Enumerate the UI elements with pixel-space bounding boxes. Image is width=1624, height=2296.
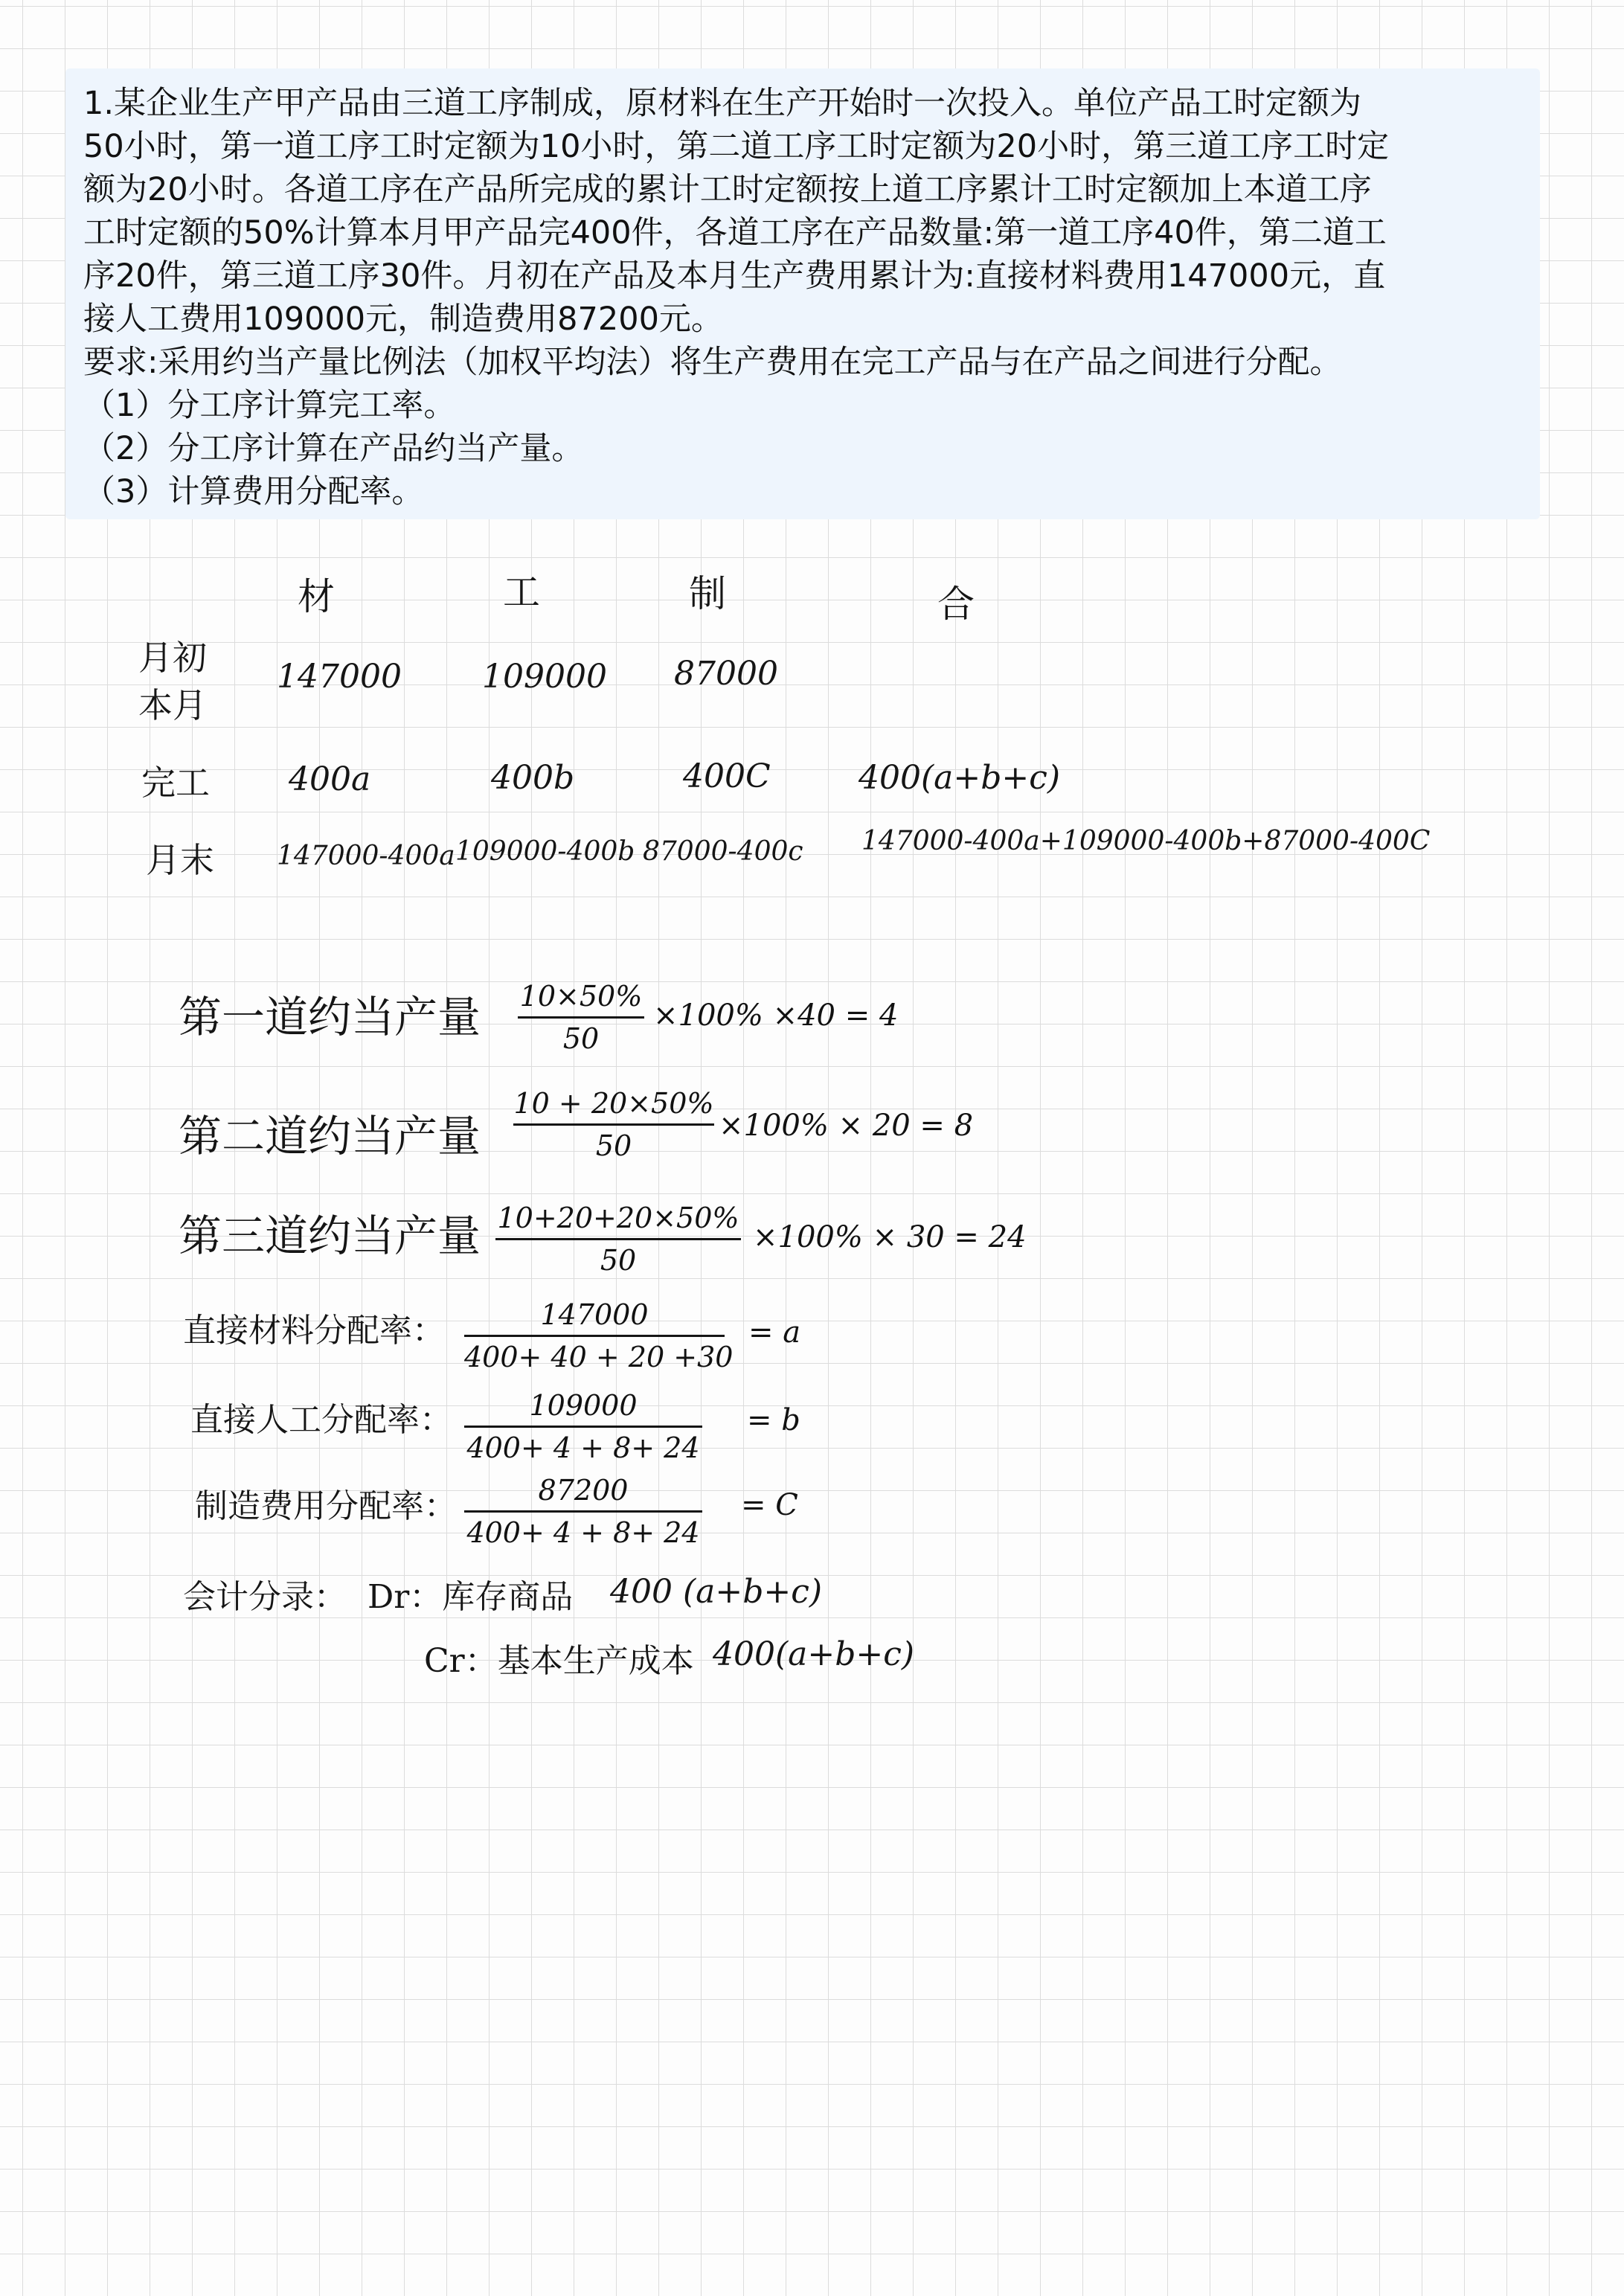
cell-ending-material: 147000-400a	[277, 841, 455, 871]
rate3-fraction	[464, 1473, 702, 1550]
eq1-fraction	[518, 979, 644, 1056]
fraction-bar	[464, 1335, 725, 1337]
fraction-bar	[464, 1510, 702, 1513]
problem-line: 额为20小时。各道工序在产品所完成的累计工时定额按上道工序累计工时定额加上本道工序	[83, 171, 1372, 208]
problem-line: （1）分工序计算完工率。	[83, 387, 456, 424]
problem-line: 50小时，第一道工序工时定额为10小时，第二道工序工时定额为20小时，第三道工序工时定	[83, 128, 1390, 165]
rate3-label: 制造费用分配率：	[195, 1487, 457, 1525]
rate1-numerator: 147000	[540, 1298, 649, 1331]
rate2-numerator: 109000	[529, 1389, 638, 1422]
eq2-denominator: 50	[595, 1129, 632, 1162]
rate1-fraction	[464, 1298, 734, 1374]
header-total: 合	[937, 583, 975, 626]
rate3-numerator: 87200	[538, 1474, 629, 1507]
eq1-result: ×100% ×40 = 4	[653, 998, 899, 1033]
eq1-denominator: 50	[562, 1022, 600, 1055]
row-label-current: 本月	[138, 685, 207, 725]
eq2-numerator: 10 + 20×50%	[513, 1087, 714, 1120]
eq1-numerator: 10×50%	[519, 980, 643, 1013]
fraction-bar	[495, 1238, 741, 1240]
cell-ending-labor: 109000-400b	[455, 836, 635, 867]
fraction-bar	[518, 1016, 644, 1019]
rate2-denominator: 400+ 4 + 8+ 24	[466, 1431, 700, 1464]
eq1-label: 第一道约当产量	[179, 992, 481, 1042]
problem-statement	[65, 68, 1540, 519]
cell-finished-labor: 400b	[491, 759, 575, 797]
eq3-result: ×100% × 30 = 24	[753, 1220, 1027, 1254]
eq2-fraction	[513, 1086, 714, 1163]
rate1-denominator: 400+ 40 + 20 +30	[464, 1341, 734, 1373]
rate1-result: = a	[748, 1315, 801, 1350]
rate2-result: = b	[747, 1403, 800, 1437]
rate2-fraction	[464, 1388, 702, 1465]
journal-credit-amount: 400(a+b+c)	[713, 1635, 915, 1673]
cell-finished-overhead: 400C	[683, 757, 771, 795]
eq3-denominator: 50	[600, 1244, 637, 1277]
eq3-fraction	[495, 1201, 741, 1277]
problem-line: 要求:采用约当产量比例法（加权平均法）将生产费用在完工产品与在产品之间进行分配。	[83, 344, 1342, 381]
eq2-result: ×100% × 20 = 8	[719, 1109, 974, 1143]
journal-credit: Cr：基本生产成本	[424, 1642, 694, 1680]
cell-ending-overhead: 87000-400c	[643, 836, 803, 867]
header-labor: 工	[503, 571, 540, 614]
journal-debit-amount: 400 (a+b+c)	[610, 1573, 823, 1611]
cell-opening-labor: 109000	[482, 658, 607, 696]
eq3-numerator: 10+20+20×50%	[497, 1202, 739, 1234]
cell-opening-material: 147000	[277, 658, 402, 696]
cell-finished-material: 400a	[289, 760, 371, 798]
header-overhead: 制	[689, 572, 726, 615]
fraction-bar	[513, 1123, 714, 1126]
rate3-result: = C	[741, 1488, 798, 1522]
problem-line: （3）计算费用分配率。	[83, 473, 424, 510]
row-label-opening: 月初	[138, 638, 207, 678]
problem-line: 接人工费用109000元，制造费用87200元。	[83, 301, 723, 338]
problem-line: 工时定额的50%计算本月甲产品完400件，各道工序在产品数量:第一道工序40件，第二道工	[83, 214, 1387, 251]
problem-line: （2）分工序计算在产品约当产量。	[83, 430, 584, 467]
fraction-bar	[464, 1426, 702, 1428]
cell-opening-overhead: 87000	[674, 655, 778, 693]
rate3-denominator: 400+ 4 + 8+ 24	[466, 1516, 700, 1549]
eq2-label: 第二道约当产量	[179, 1111, 481, 1161]
row-label-finished: 完工	[141, 763, 210, 803]
problem-line: 序20件，第三道工序30件。月初在产品及本月生产费用累计为:直接材料费用147000元，直	[83, 257, 1386, 295]
eq3-label: 第三道约当产量	[179, 1210, 481, 1261]
cell-ending-total: 147000-400a+109000-400b+87000-400C	[861, 826, 1431, 856]
rate1-label: 直接材料分配率：	[183, 1312, 445, 1350]
journal-debit: Dr：库存商品	[368, 1578, 574, 1616]
row-label-ending: 月末	[146, 840, 214, 880]
rate2-label: 直接人工分配率：	[190, 1401, 452, 1439]
problem-line: 1.某企业生产甲产品由三道工序制成，原材料在生产开始时一次投入。单位产品工时定额为	[83, 85, 1362, 122]
header-material: 材	[298, 575, 335, 618]
cell-finished-total: 400(a+b+c)	[858, 759, 1061, 797]
journal-label: 会计分录：	[183, 1578, 347, 1616]
